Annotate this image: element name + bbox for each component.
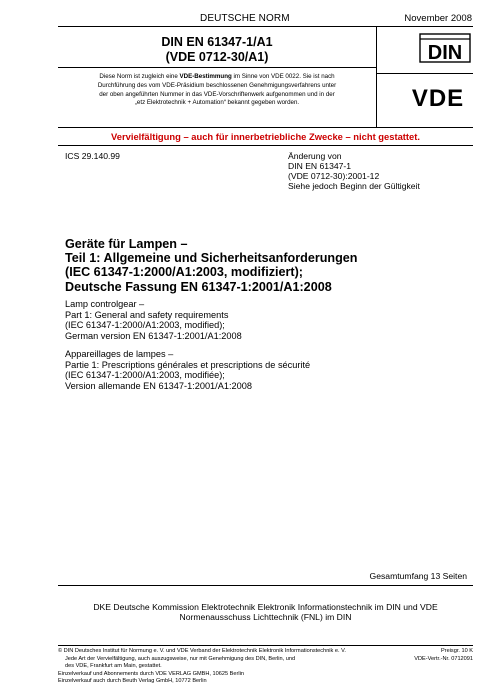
french-title-line: Version allemande EN 61347-1:2001/A1:2008 [65,380,252,391]
dke-line: Normenausschuss Lichttechnik (FNL) im DIN [179,612,352,623]
vde-note [58,73,376,108]
dke-committee [58,602,473,623]
german-title-line: (IEC 61347-1:2000/A1:2003, modifiziert); [65,265,303,280]
vde-note-text-1: Diese Norm ist zugleich eine [99,73,180,80]
sales-line: Einzelverkauf auch durch Beuth Verlag GmbH, 10772 Berlin [58,678,207,685]
english-title-line: Part 1: General and safety requirements [65,309,229,320]
french-title-line: Appareillages de lampes – [65,349,174,359]
copyright-line: Jede Art der Vervielfältigung, auch auszugsweise, nur mit Genehmigung des DIN, Berlin, und [65,655,296,662]
svg-text:VDE: VDE [411,85,465,111]
german-title-line: Deutsche Fassung EN 61347-1:2001/A1:2008 [65,279,332,294]
german-title [65,237,358,294]
din-logo-icon [419,33,471,63]
english-title-line: Lamp controlgear – [65,299,145,309]
vde-note-line-2: Durchführung des vom VDE-Präsidium beschlossenen Genehmigungsverfahrens unter [97,81,337,89]
vde-logo-icon [397,83,479,111]
amendment-info [288,151,420,191]
reproduction-warning: Vervielfältigung – auch für innerbetriebliche Zwecke – nicht gestattet. [111,131,420,142]
sales-line: Einzelverkauf und Abonnements durch VDE VERLAG GMBH, 10625 Berlin [58,670,244,677]
title-box [58,27,377,127]
dke-line: DKE Deutsche Kommission Elektrotechnik Elektronik Informationstechnik im DIN und VDE [93,602,438,612]
publication-date: November 2008 [404,13,472,24]
logo-box [377,27,473,127]
vde-note-bold: VDE-Bestimmung [179,73,232,80]
footer-divider [58,645,473,646]
total-pages: Gesamtumfang 13 Seiten [369,571,467,581]
title-block [58,27,473,128]
logo-divider [377,73,473,74]
english-title-line: (IEC 61347-1:2000/A1:2003, modified); [65,320,225,331]
vde-note-line-4: „etz Elektrotechnik + Automation“ bekannt gegeben worden. [134,99,300,107]
warning-divider [58,145,473,146]
german-title-line: Teil 1: Allgemeine und Sicherheitsanforderungen [65,251,358,266]
svg-text:DIN: DIN [427,42,463,63]
vde-number: (VDE 0712-30/A1) [165,50,269,64]
french-title-line: Partie 1: Prescriptions générales et prescriptions de sécurité [65,359,311,370]
vde-note-text-2: im Sinne von VDE 0022. Sie ist nach [231,73,335,80]
order-number: VDE-Vertr.-Nr. 0712091 [414,655,473,662]
amendment-line: Siehe jedoch Beginn der Gültigkeit [288,181,420,191]
vde-note-line-3: der oben angeführten Nummer in das VDE-Vorschriftenwerk aufgenommen und in der [99,90,335,98]
price-group: Preisgr. 10 K [440,648,473,654]
document-number: DIN EN 61347-1/A1 [161,35,273,49]
standard-type: DEUTSCHE NORM [200,13,290,24]
footer-price [414,648,473,663]
copyright-line: des VDE, Frankfurt am Main, gestattet. [65,663,162,670]
amendment-line: (VDE 0712-30):2001-12 [288,171,380,181]
french-title-line: (IEC 61347-1:2000/A1:2003, modifiée); [65,370,225,381]
pages-divider [58,585,473,586]
copyright-line: © DIN Deutsches Institut für Normung e. V. und VDE Verband der Elektrotechnik Elektronik Informationstechnik e. V. [58,648,346,654]
french-title [65,349,310,391]
title-divider [58,67,376,68]
footer-copyright [58,648,346,686]
amendment-line: Änderung von [288,151,342,161]
english-title [65,299,242,341]
amendment-line: DIN EN 61347-1 [288,161,352,171]
german-title-line: Geräte für Lampen – [65,237,188,251]
ics-code: ICS 29.140.99 [65,151,120,161]
english-title-line: German version EN 61347-1:2001/A1:2008 [65,330,242,341]
